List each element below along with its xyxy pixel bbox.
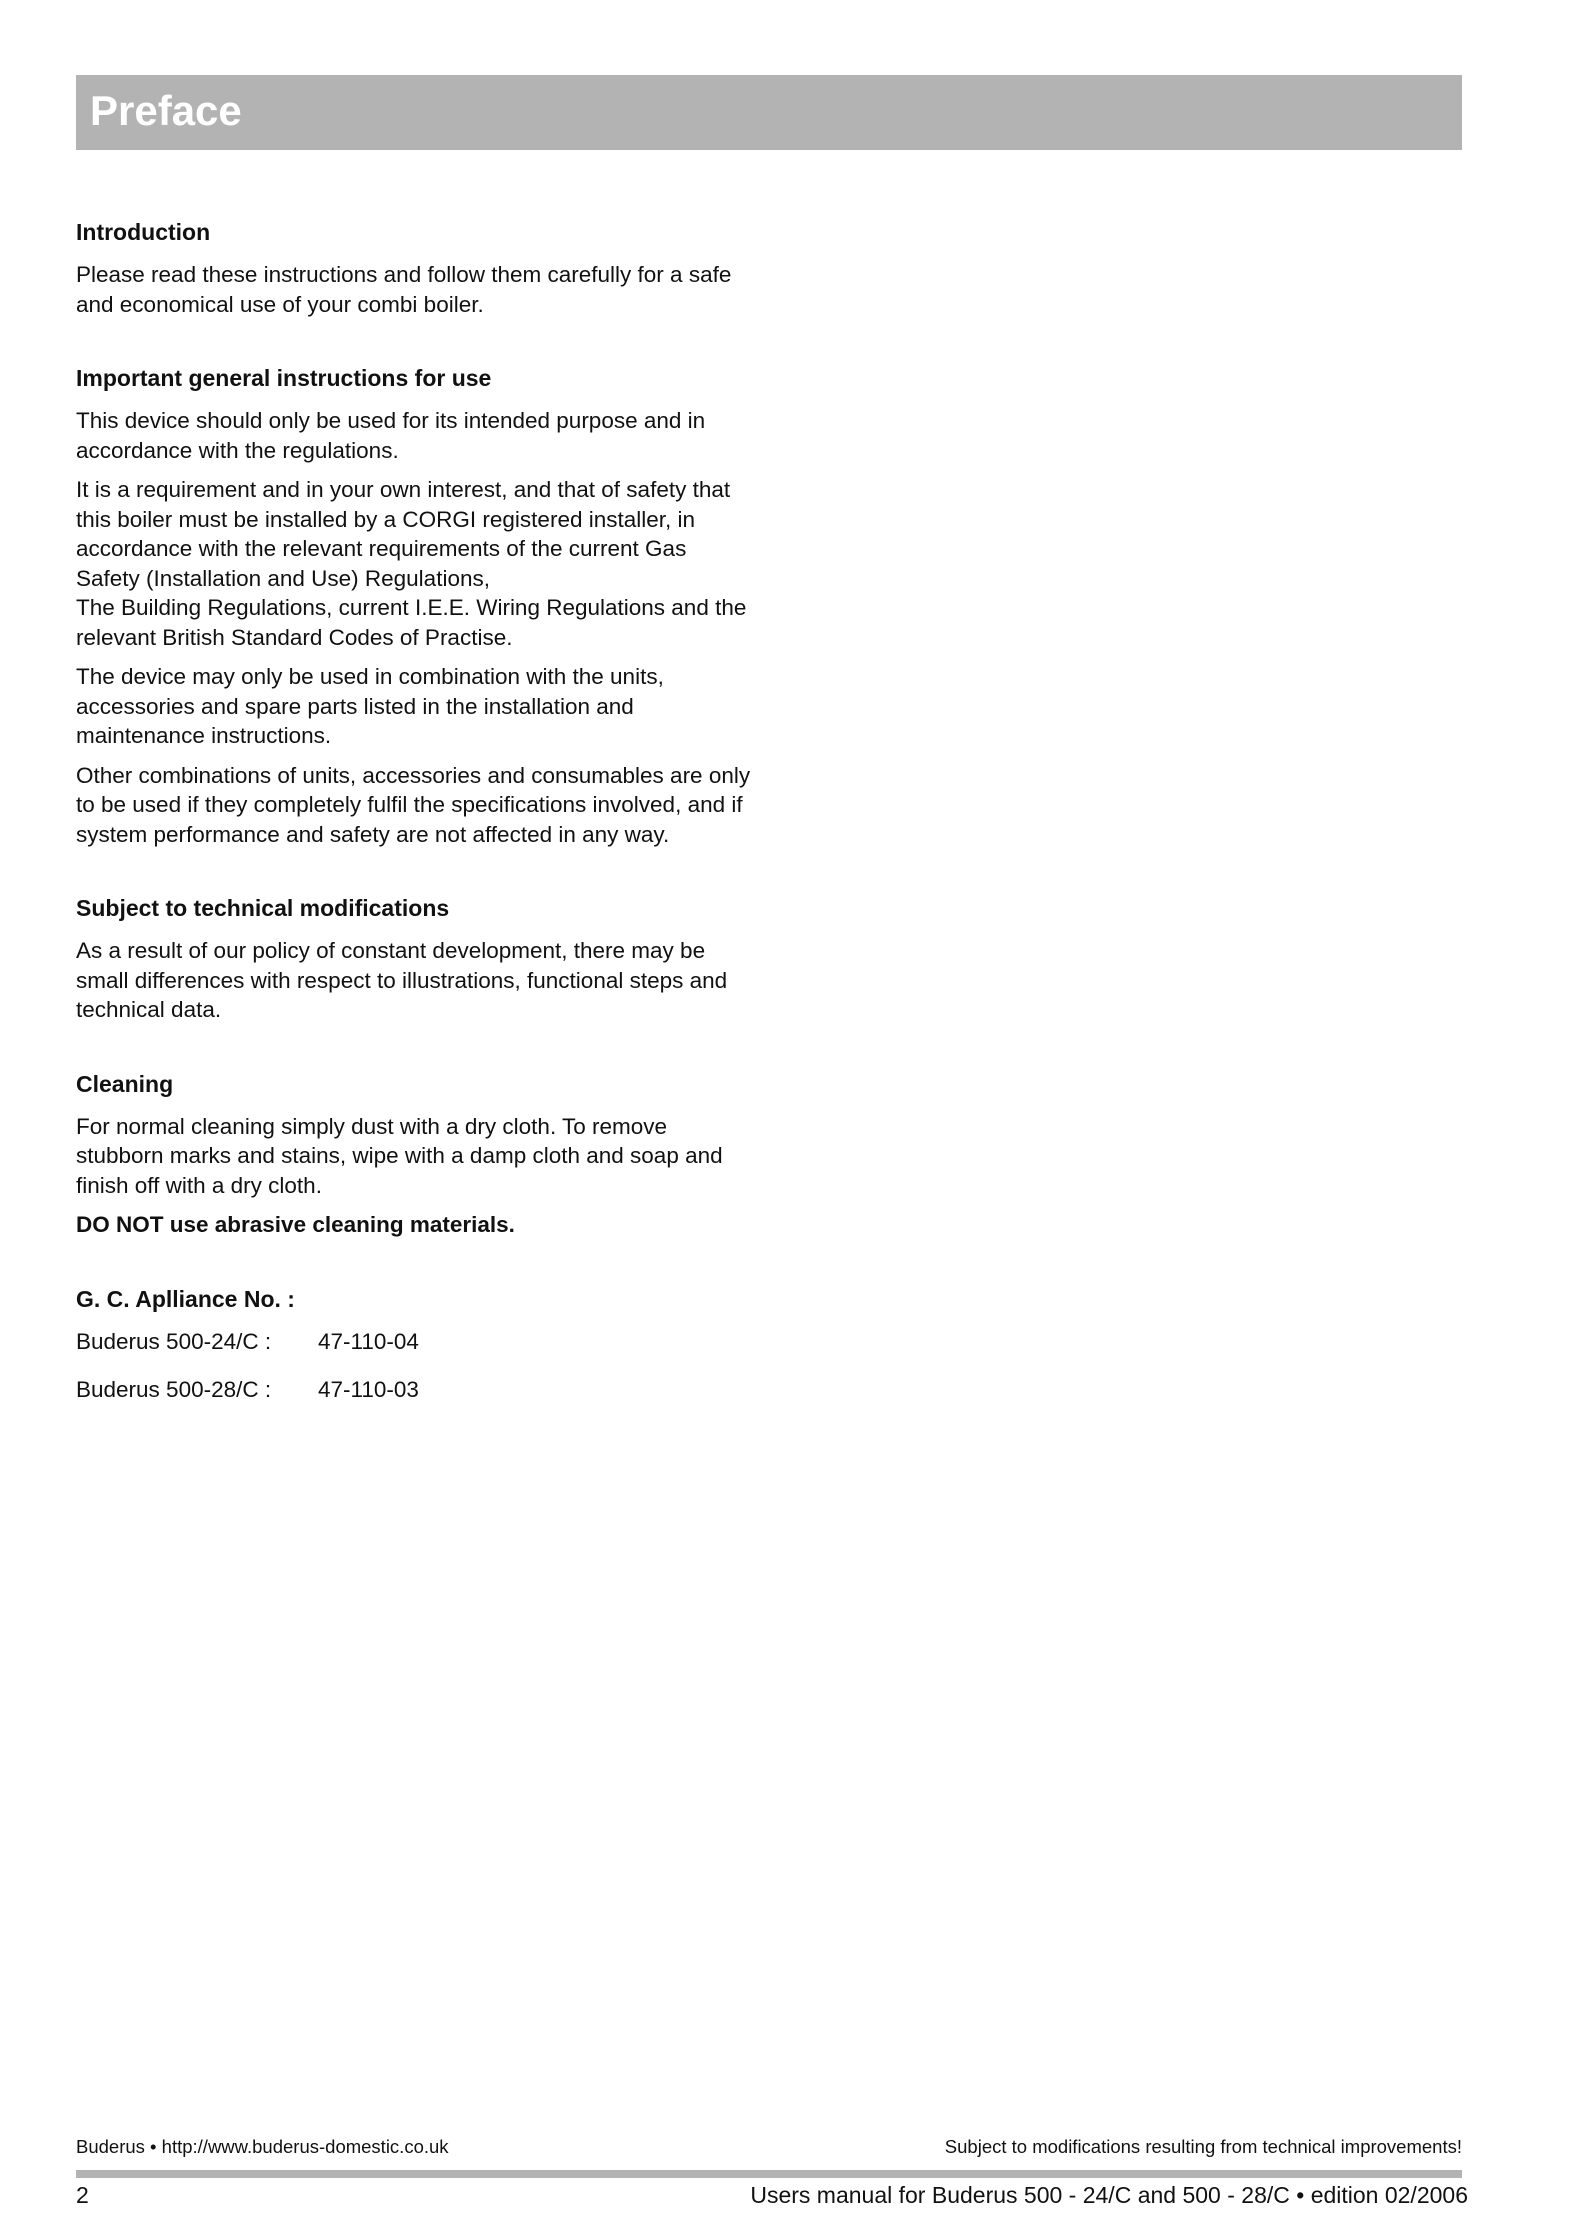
paragraph: Please read these instructions and follow them carefully for a safe and economical use of your combi boiler.: [76, 262, 732, 317]
appliance-number: 47-110-04: [318, 1328, 419, 1354]
paragraph: This device should only be used for its intended purpose and in accordance with the regulations.: [76, 408, 706, 463]
section-heading: Important general instructions for use: [76, 365, 492, 391]
section-heading: Introduction: [76, 219, 211, 245]
footer-website: Buderus • http://www.buderus-domestic.co.uk: [76, 2136, 449, 2157]
footer-divider: [76, 2170, 1462, 2178]
appliance-model: Buderus 500-28/C :: [76, 1377, 272, 1402]
cleaning-warning: DO NOT use abrasive cleaning materials.: [76, 1212, 515, 1237]
section-heading: G. C. Aplliance No. :: [76, 1285, 295, 1312]
appliance-row: [76, 1327, 756, 1357]
paragraph: The Building Regulations, current I.E.E. Wiring Regulations and the relevant British Standard Codes of Practise.: [76, 595, 747, 650]
section-introduction: [76, 218, 756, 319]
page-number: 2: [76, 2182, 89, 2208]
paragraph: It is a requirement and in your own interest, and that of safety that this boiler must be installed by a CORGI registered installer, in accordance with the relevant requirements of the current Gas Safety (Installation and Use) Regulations,: [76, 477, 731, 591]
section-technical-modifications: [76, 894, 756, 1025]
footer-disclaimer: Subject to modifications resulting from technical improvements!: [944, 2136, 1462, 2157]
section-appliance-numbers: [76, 1285, 756, 1405]
paragraph: Other combinations of units, accessories and consumables are only to be used if they completely fulfil the specifications involved, and if system performance and safety are not affected in any way.: [76, 762, 751, 847]
section-heading: Subject to technical modifications: [76, 895, 450, 921]
appliance-row: [76, 1375, 756, 1405]
appliance-model: Buderus 500-24/C :: [76, 1328, 272, 1354]
paragraph: As a result of our policy of constant development, there may be small differences with respect to illustrations, functional steps and technical data.: [76, 938, 728, 1022]
section-general-instructions: [76, 364, 756, 849]
paragraph: For normal cleaning simply dust with a dry cloth. To remove stubborn marks and stains, wipe with a damp cloth and soap and finish off with a dry cloth.: [76, 1113, 723, 1198]
manual-title: Users manual for Buderus 500 - 24/C and 500 - 28/C • edition 02/2006: [750, 2182, 1468, 2208]
appliance-number: 47-110-03: [318, 1377, 419, 1402]
main-content: [76, 218, 756, 1450]
section-cleaning: [76, 1070, 756, 1240]
page-header-bar: [76, 75, 1462, 150]
paragraph: The device may only be used in combination with the units, accessories and spare parts listed in the installation and maintenance instructions.: [76, 664, 664, 748]
page-title: Preface: [90, 87, 242, 134]
section-heading: Cleaning: [76, 1070, 174, 1097]
